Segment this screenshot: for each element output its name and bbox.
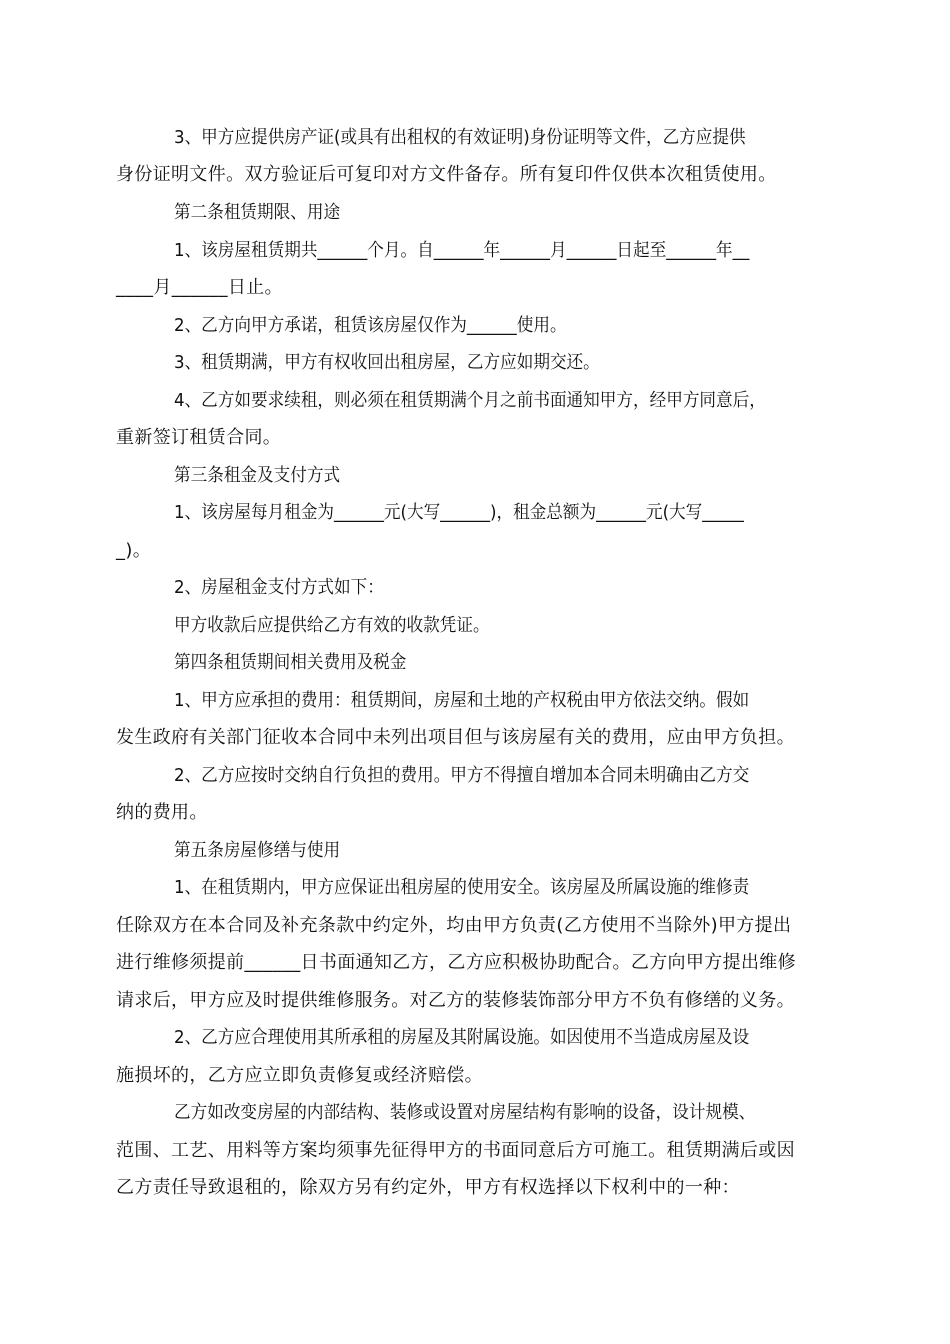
paragraph-line: 纳的费用。 — [116, 802, 208, 823]
section-heading: 第四条租赁期间相关费用及税金 — [174, 652, 407, 673]
paragraph-line: ____月______日止。 — [116, 277, 283, 298]
paragraph-line: 任除双方在本合同及补充条款中约定外，均由甲方负责(乙方使用不当除外)甲方提出 — [116, 915, 792, 936]
paragraph-line: 4、乙方如要求续租，则必须在租赁期满个月之前书面通知甲方，经甲方同意后， — [174, 390, 766, 411]
paragraph-line: 2、乙方向甲方承诺，租赁该房屋仅作为______使用。 — [174, 315, 567, 336]
section-heading: 第二条租赁期限、用途 — [174, 202, 341, 223]
paragraph-line: 乙方责任导致退租的，除双方另有约定外，甲方有权选择以下权利中的一种： — [116, 1177, 740, 1198]
paragraph-line: 身份证明文件。双方验证后可复印对方文件备存。所有复印件仅供本次租赁使用。 — [116, 164, 777, 185]
paragraph-line: 进行维修须提前______日书面通知乙方，乙方应积极协助配合。乙方向甲方提出维修 — [116, 952, 796, 973]
paragraph-line: 甲方收款后应提供给乙方有效的收款凭证。 — [174, 615, 490, 636]
paragraph-line: 1、甲方应承担的费用：租赁期间，房屋和土地的产权税由甲方依法交纳。假如 — [174, 690, 750, 711]
paragraph-line: 1、该房屋每月租金为______元(大写______)，租金总额为______元(大写_____ — [174, 502, 744, 523]
paragraph-line: 2、乙方应按时交纳自行负担的费用。甲方不得擅自增加本合同未明确由乙方交 — [174, 765, 750, 786]
paragraph-line: 重新签订租赁合同。 — [116, 427, 282, 448]
paragraph-line: 1、在租赁期内，甲方应保证出租房屋的使用安全。该房屋及所属设施的维修责 — [174, 877, 750, 898]
paragraph-line: 发生政府有关部门征收本合同中未列出项目但与该房屋有关的费用，应由甲方负担。 — [116, 727, 795, 748]
paragraph-line: 范围、工艺、用料等方案均须事先征得甲方的书面同意后方可施工。租赁期满后或因 — [116, 1140, 795, 1161]
paragraph-line: 2、房屋租金支付方式如下： — [174, 577, 384, 598]
paragraph-line: 3、甲方应提供房产证(或具有出租权的有效证明)身份证明等文件，乙方应提供 — [174, 127, 746, 148]
paragraph-line: 施损坏的，乙方应立即负责修复或经济赔偿。 — [116, 1065, 483, 1086]
paragraph-line: 2、乙方应合理使用其所承租的房屋及其附属设施。如因使用不当造成房屋及设 — [174, 1027, 750, 1048]
paragraph-line: 1、该房屋租赁期共______个月。自______年______月______日起至______年__ — [174, 240, 750, 261]
paragraph-line: 请求后，甲方应及时提供维修服务。对乙方的装修装饰部分甲方不负有修缮的义务。 — [116, 990, 795, 1011]
section-heading: 第三条租金及支付方式 — [174, 465, 341, 486]
paragraph-line: 3、租赁期满，甲方有权收回出租房屋，乙方应如期交还。 — [174, 352, 600, 373]
paragraph-line: 乙方如改变房屋的内部结构、装修或设置对房屋结构有影响的设备，设计规模、 — [174, 1102, 756, 1123]
paragraph-line: _)。 — [116, 540, 152, 561]
section-heading: 第五条房屋修缮与使用 — [174, 840, 341, 861]
